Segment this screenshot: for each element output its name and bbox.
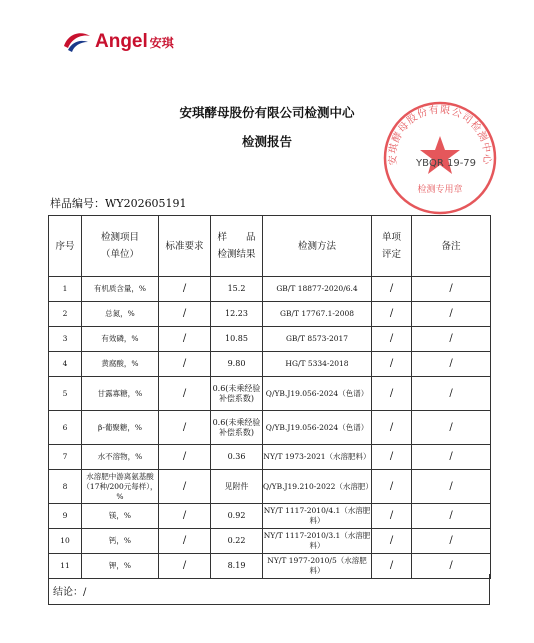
- test-results-table: [48, 215, 491, 579]
- row-note: /: [412, 302, 491, 327]
- seal-bottom-text: 检测专用章: [417, 185, 463, 195]
- row-standard: /: [159, 377, 211, 411]
- row-note: /: [412, 377, 491, 411]
- row-standard: /: [159, 327, 211, 352]
- row-result: 0.6(未乘经验补偿系数): [211, 411, 263, 445]
- row-item: 有效磷，%: [82, 327, 159, 352]
- row-eval: /: [372, 445, 412, 470]
- row-standard: /: [159, 352, 211, 377]
- row-eval: /: [372, 302, 412, 327]
- row-method: GB/T 17767.1-2008: [263, 302, 372, 327]
- row-eval: /: [372, 352, 412, 377]
- row-method: HG/T 5334-2018: [263, 352, 372, 377]
- row-method: NY/T 1977-2010/5（水溶肥料）: [263, 554, 372, 579]
- row-result: 0.6(未乘经验补偿系数): [211, 377, 263, 411]
- row-result: 12.23: [211, 302, 263, 327]
- row-eval: /: [372, 529, 412, 554]
- row-eval: /: [372, 470, 412, 504]
- row-method: GB/T 18877-2020/6.4: [263, 277, 372, 302]
- row-item: β-葡聚糖，%: [82, 411, 159, 445]
- row-standard: /: [159, 302, 211, 327]
- table-row: [49, 504, 491, 529]
- row-note: /: [412, 529, 491, 554]
- row-result: 0.36: [211, 445, 263, 470]
- header-note: 备注: [412, 216, 491, 277]
- table-row: [49, 377, 491, 411]
- row-standard: /: [159, 445, 211, 470]
- row-standard: /: [159, 554, 211, 579]
- report-title: 检测报告: [241, 134, 292, 149]
- header-method: 检测方法: [263, 216, 372, 277]
- row-item: 有机质含量，%: [82, 277, 159, 302]
- logo-brand-text: Angel: [95, 31, 148, 52]
- company-title: 安琪酵母股份有限公司检测中心: [179, 105, 355, 120]
- row-item: 镁，%: [82, 504, 159, 529]
- row-method: GB/T 8573-2017: [263, 327, 372, 352]
- row-note: /: [412, 445, 491, 470]
- row-result: 见附件: [211, 470, 263, 504]
- table-row: [49, 327, 491, 352]
- row-eval: /: [372, 554, 412, 579]
- row-seq: 7: [49, 445, 82, 470]
- row-result: 15.2: [211, 277, 263, 302]
- row-result: 8.19: [211, 554, 263, 579]
- logo-brand-cn: 安琪: [149, 35, 174, 50]
- row-eval: /: [372, 504, 412, 529]
- row-method: NY/T 1117-2010/4.1（水溶肥料）: [263, 504, 372, 529]
- header-eval: 单项 评定: [372, 216, 412, 277]
- row-method: Q/YB.J19.056-2024（色谱）: [263, 377, 372, 411]
- row-seq: 5: [49, 377, 82, 411]
- row-standard: /: [159, 470, 211, 504]
- row-item: 钙，%: [82, 529, 159, 554]
- row-note: /: [412, 470, 491, 504]
- row-note: /: [412, 277, 491, 302]
- sample-number: 样品编号：WY202605191: [50, 197, 187, 210]
- row-item: 黄腐酸，%: [82, 352, 159, 377]
- row-note: /: [412, 554, 491, 579]
- row-seq: 11: [49, 554, 82, 579]
- angel-logo-icon: [62, 30, 92, 54]
- row-standard: /: [159, 529, 211, 554]
- row-eval: /: [372, 377, 412, 411]
- conclusion-box: [48, 574, 490, 605]
- row-method: Q/YB.J19.056-2024（色谱）: [263, 411, 372, 445]
- row-standard: /: [159, 277, 211, 302]
- row-eval: /: [372, 411, 412, 445]
- row-note: /: [412, 327, 491, 352]
- row-method: NY/T 1973-2021（水溶肥料）: [263, 445, 372, 470]
- table-row: [49, 352, 491, 377]
- row-item: 水不溶物，%: [82, 445, 159, 470]
- header-result: 样 品 检测结果: [211, 216, 263, 277]
- row-item: 钾，%: [82, 554, 159, 579]
- conclusion-text: 结论：/: [53, 587, 87, 598]
- row-result: 0.92: [211, 504, 263, 529]
- row-seq: 10: [49, 529, 82, 554]
- table-header-row: [49, 216, 491, 277]
- company-logo: [62, 30, 174, 54]
- row-result: 9.80: [211, 352, 263, 377]
- row-note: /: [412, 504, 491, 529]
- seal-ring-text: 安琪酵母股份有限公司检测中心: [387, 104, 493, 166]
- row-seq: 2: [49, 302, 82, 327]
- row-standard: /: [159, 504, 211, 529]
- row-item: 甘露寡糖，%: [82, 377, 159, 411]
- row-method: NY/T 1117-2010/3.1（水溶肥料）: [263, 529, 372, 554]
- row-seq: 4: [49, 352, 82, 377]
- row-eval: /: [372, 327, 412, 352]
- row-method: Q/YB.J19.210-2022（水溶肥）: [263, 470, 372, 504]
- row-note: /: [412, 411, 491, 445]
- table-row: [49, 411, 491, 445]
- row-eval: /: [372, 277, 412, 302]
- row-note: /: [412, 352, 491, 377]
- row-seq: 1: [49, 277, 82, 302]
- row-item: 水溶肥中游离氨基酸（17种/200元每样），%: [82, 470, 159, 504]
- header-seq: 序号: [49, 216, 82, 277]
- table-row: [49, 529, 491, 554]
- table-row: [49, 302, 491, 327]
- row-result: 10.85: [211, 327, 263, 352]
- table-row: [49, 277, 491, 302]
- header-standard: 标准要求: [159, 216, 211, 277]
- header-item: 检测项目 （单位）: [82, 216, 159, 277]
- row-seq: 9: [49, 504, 82, 529]
- table-row: [49, 470, 491, 504]
- seal-code: YBQR 19-79: [416, 158, 477, 169]
- row-seq: 8: [49, 470, 82, 504]
- row-seq: 3: [49, 327, 82, 352]
- row-standard: /: [159, 411, 211, 445]
- table-row: [49, 445, 491, 470]
- row-result: 0.22: [211, 529, 263, 554]
- row-item: 总氮，%: [82, 302, 159, 327]
- row-seq: 6: [49, 411, 82, 445]
